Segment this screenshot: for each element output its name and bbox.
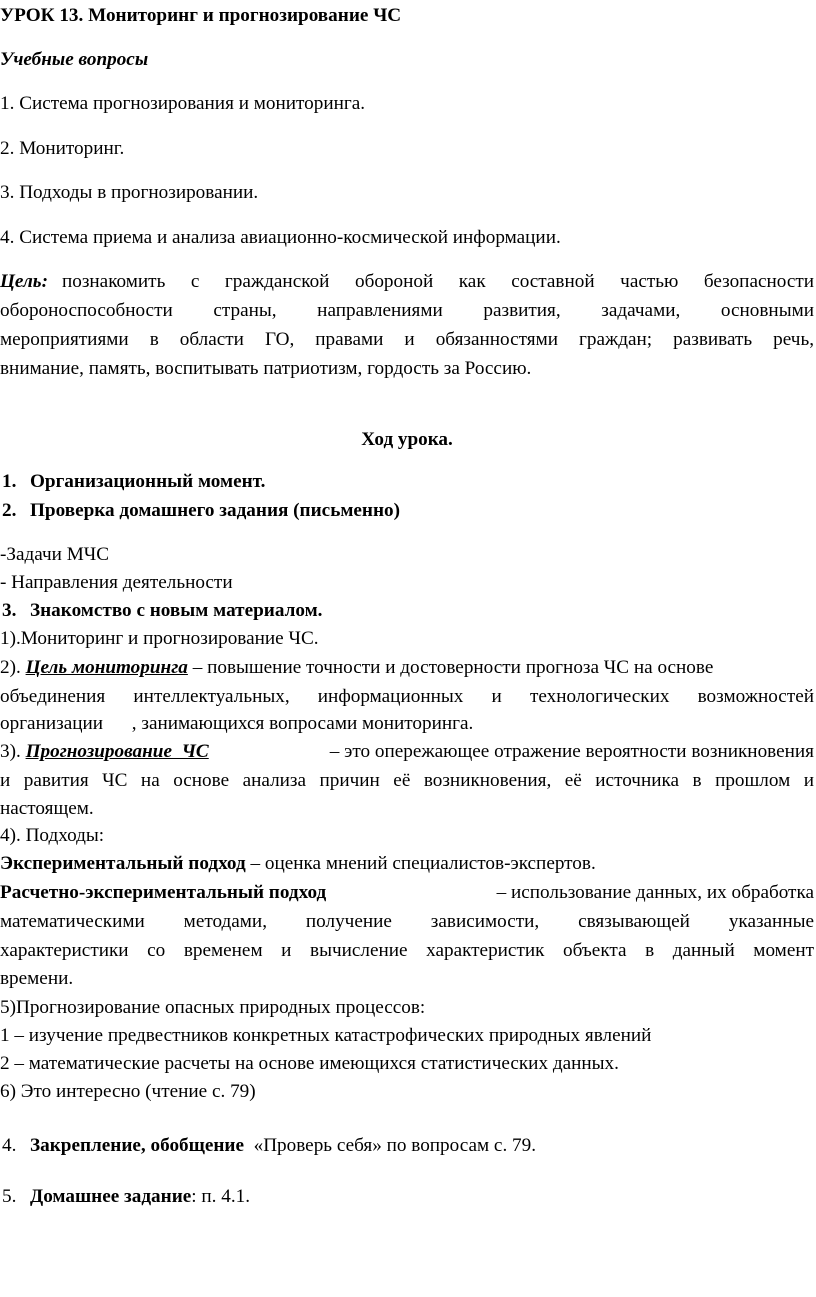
goal-text: познакомить с гражданской обороной как составной частью безопасности — [61, 271, 814, 292]
step-text: Проверка домашнего задания (письменно) — [30, 500, 401, 521]
step-item — [0, 1136, 536, 1155]
lesson-heading: Ход урока. — [361, 429, 453, 450]
paragraph-text: – повышение точности и достоверности прогноза ЧС на основе — [187, 657, 714, 678]
paragraph-text: и равития ЧС на основе анализа причин её возникновения, её источника в прошлом и — [0, 770, 814, 791]
approach-1 — [0, 854, 596, 873]
paragraph-text: объединения интеллектуальных, информационных и технологических возможностей — [0, 686, 814, 707]
step-text: «Проверь себя» по вопросам с. 79. — [244, 1135, 537, 1156]
goal-text: мероприятиями в области ГО, правами и обязанностями граждан; развивать речь, — [0, 329, 814, 350]
paragraph-5-item: 1 – изучение предвестников конкретных катастрофических природных явлений — [0, 1025, 652, 1046]
paragraph-2-line — [0, 658, 814, 677]
approach-2-line — [0, 941, 814, 960]
step-text: Знакомство с новым материалом. — [30, 600, 323, 621]
step-bold-text: Домашнее задание — [30, 1186, 192, 1207]
question-item: 2. Мониторинг. — [0, 138, 125, 159]
paragraph-prefix: 2). — [0, 657, 26, 678]
approach-term: Экспериментальный подход — [0, 853, 246, 874]
paragraph-3-line — [0, 771, 814, 790]
step-item — [0, 1187, 250, 1206]
question-item: 1. Система прогнозирования и мониторинга. — [0, 93, 366, 114]
paragraph-prefix: 3). — [0, 741, 26, 762]
paragraph-text: настоящем. — [0, 798, 94, 819]
lesson-title: УРОК 13. Мониторинг и прогнозирование ЧС — [0, 5, 402, 26]
approach-text: характеристики со временем и вычисление характеристик объекта в данный момент — [0, 940, 814, 961]
step-text: : п. 4.1. — [191, 1186, 251, 1207]
step-bold-text: Закрепление, обобщение — [30, 1135, 244, 1156]
step-number: 5. — [2, 1186, 17, 1207]
question-item: 3. Подходы в прогнозировании. — [0, 182, 259, 203]
approach-text: математическими методами, получение зависимости, связывающей указанные — [0, 911, 814, 932]
step-text: Организационный момент. — [30, 471, 266, 492]
term-monitoring-goal: Цель мониторинга — [25, 657, 188, 678]
approach-term: Расчетно-экспериментальный подход — [0, 882, 327, 903]
step-item — [0, 501, 400, 520]
approach-2-line — [0, 883, 814, 902]
step-number: 3. — [2, 600, 17, 621]
homework-item: -Задачи МЧС — [0, 544, 110, 565]
approach-2-line — [0, 912, 814, 931]
step-number: 4. — [2, 1135, 17, 1156]
goal-text: внимание, память, воспитывать патриотизм, гордость за Россию. — [0, 358, 532, 379]
step-item — [0, 472, 265, 491]
goal-line — [0, 330, 814, 349]
goal-text: обороноспособности страны, направлениями развития, задачами, основными — [0, 300, 814, 321]
paragraph-2-line — [0, 687, 814, 706]
goal-line — [0, 272, 814, 291]
paragraph-5: 5)Прогнозирование опасных природных процессов: — [0, 997, 426, 1018]
step-number: 1. — [2, 471, 17, 492]
approach-text: времени. — [0, 968, 74, 989]
approach-text: – использование данных, их обработка — [491, 882, 814, 903]
step-item — [0, 601, 322, 620]
approach-text: – оценка мнений специалистов-экспертов. — [245, 853, 596, 874]
questions-heading: Учебные вопросы — [0, 49, 149, 70]
paragraph-text: – это опережающее отражение вероятности возникновения — [324, 741, 814, 762]
paragraph-6: 6) Это интересно (чтение с. 79) — [0, 1081, 256, 1102]
paragraph-text: организации , занимающихся вопросами мониторинга. — [0, 713, 474, 734]
question-item: 4. Система приема и анализа авиационно-космической информации. — [0, 227, 561, 248]
paragraph-5-item: 2 – математические расчеты на основе имеющихся статистических данных. — [0, 1053, 619, 1074]
goal-line — [0, 301, 814, 320]
term-forecasting: Прогнозирование ЧС — [25, 741, 209, 762]
paragraph-4: 4). Подходы: — [0, 825, 105, 846]
paragraph-1: 1).Мониторинг и прогнозирование ЧС. — [0, 628, 319, 649]
paragraph-3-line — [0, 742, 814, 761]
step-number: 2. — [2, 500, 17, 521]
homework-item: - Направления деятельности — [0, 572, 233, 593]
goal-label: Цель: — [0, 271, 48, 292]
